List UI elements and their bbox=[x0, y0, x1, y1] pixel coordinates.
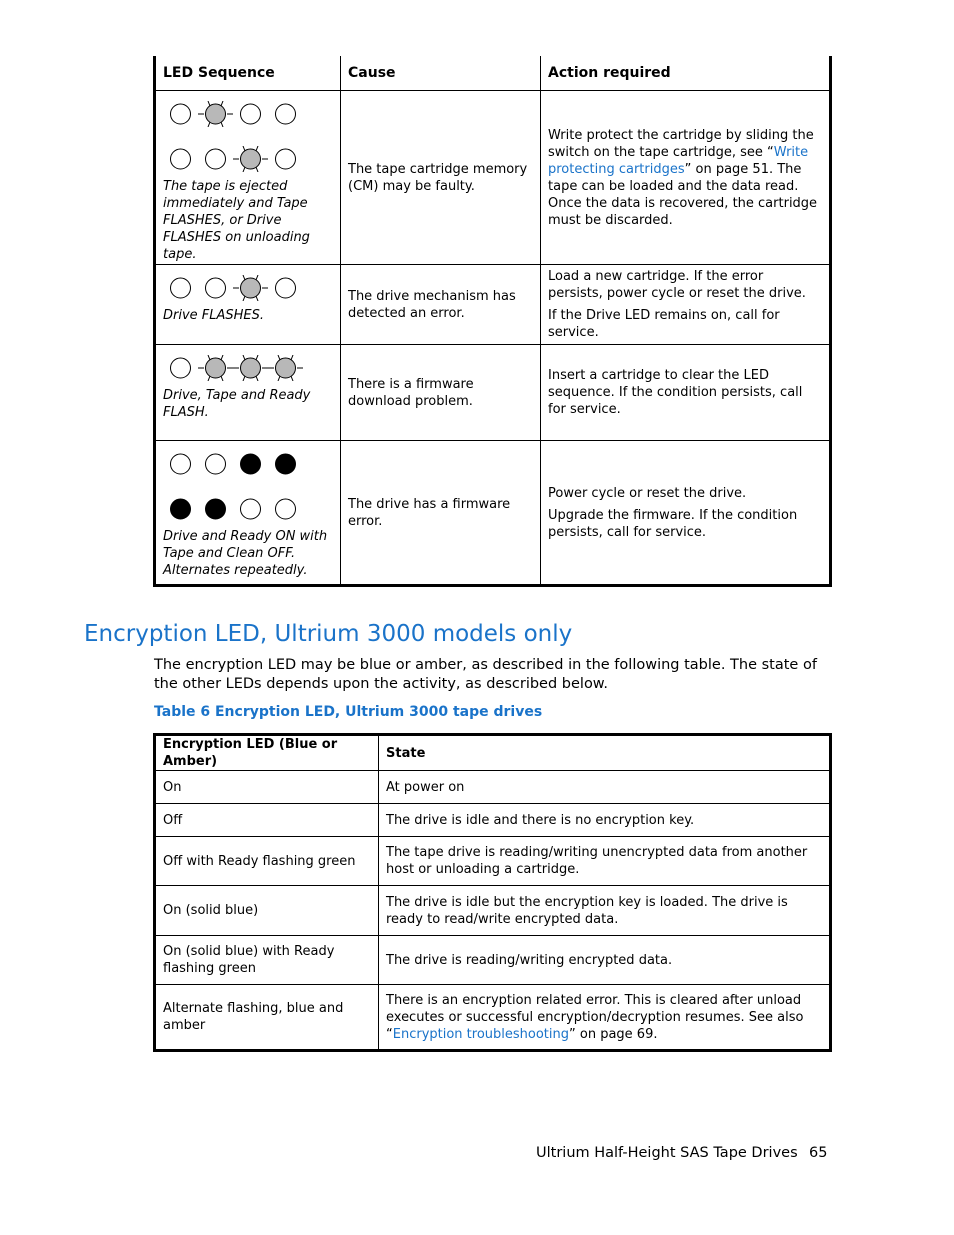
led-flashing-icon bbox=[233, 146, 268, 172]
led-sequence-cell bbox=[155, 345, 341, 441]
led-off-icon bbox=[163, 355, 198, 381]
led-on-icon bbox=[233, 451, 268, 477]
led-sequence-cell bbox=[155, 441, 341, 586]
state-cell bbox=[379, 985, 831, 1051]
led-flashing-icon bbox=[198, 101, 233, 127]
led-pattern-row bbox=[163, 355, 333, 381]
led-sequence-caption: Drive, Tape and Ready FLASH. bbox=[163, 388, 311, 420]
led-sequence-caption: The tape is ejected immediately and Tape FLASHES, or Drive FLASHES on unloading tape. bbox=[163, 179, 310, 262]
encryption-led-cell: Off with Ready flashing green bbox=[155, 837, 379, 886]
header-cause: Cause bbox=[341, 56, 541, 91]
cause-cell: There is a firmware download problem. bbox=[341, 345, 541, 441]
led-on-icon bbox=[198, 496, 233, 522]
state-cell: The drive is reading/writing encrypted data. bbox=[379, 936, 831, 985]
header-led-sequence: LED Sequence bbox=[155, 56, 341, 91]
cause-cell: The tape cartridge memory (CM) may be faulty. bbox=[341, 91, 541, 265]
header-encryption-led: Encryption LED (Blue or Amber) bbox=[155, 735, 379, 771]
led-flashing-icon bbox=[233, 355, 268, 381]
encryption-led-cell: Alternate flashing, blue and amber bbox=[155, 985, 379, 1051]
led-sequence-caption: Drive and Ready ON with Tape and Clean OFF. Alternates repeatedly. bbox=[163, 529, 328, 578]
led-sequence-caption: Drive FLASHES. bbox=[163, 308, 265, 323]
action-text: Power cycle or reset the drive. bbox=[548, 485, 747, 501]
led-pattern-row bbox=[163, 275, 333, 301]
table-row bbox=[155, 804, 831, 837]
led-pattern-row bbox=[163, 451, 333, 477]
state-cell: The drive is idle but the encryption key is loaded. The drive is ready to read/write encrypted data. bbox=[379, 886, 831, 936]
action-text: If the Drive LED remains on, call for service. bbox=[548, 308, 780, 340]
cause-cell: The drive mechanism has detected an error. bbox=[341, 265, 541, 345]
state-text: ” on page 69. bbox=[569, 1026, 658, 1042]
section-heading: Encryption LED, Ultrium 3000 models only bbox=[84, 621, 573, 647]
led-off-icon bbox=[163, 451, 198, 477]
led-pattern-row bbox=[163, 101, 333, 127]
action-text: Write protect the cartridge by sliding the switch on the tape cartridge, see “ bbox=[548, 127, 814, 160]
table-row bbox=[155, 985, 831, 1051]
state-text: There is an encryption related error. This is cleared after unload executes or successful encryption/decryption resumes. See also “ bbox=[386, 992, 804, 1042]
encryption-troubleshooting-link[interactable]: Encryption troubleshooting bbox=[392, 1026, 570, 1042]
led-off-icon bbox=[268, 101, 303, 127]
action-cell bbox=[541, 345, 831, 441]
led-sequence-table bbox=[153, 56, 832, 587]
led-off-icon bbox=[198, 451, 233, 477]
led-off-icon bbox=[163, 101, 198, 127]
cause-cell: The drive has a firmware error. bbox=[341, 441, 541, 586]
intro-paragraph: The encryption LED may be blue or amber, as described in the following table. The state of the other LEDs depends upon the activity, as described below. bbox=[154, 657, 817, 692]
encryption-led-cell: Off bbox=[155, 804, 379, 837]
state-cell: The drive is idle and there is no encryption key. bbox=[379, 804, 831, 837]
led-off-icon bbox=[233, 101, 268, 127]
action-text: Load a new cartridge. If the error persists, power cycle or reset the drive. bbox=[548, 269, 806, 301]
enc-table-header-row bbox=[155, 735, 831, 771]
led-flashing-icon bbox=[233, 275, 268, 301]
action-cell bbox=[541, 441, 831, 586]
header-action-required: Action required bbox=[541, 56, 831, 91]
led-off-icon bbox=[163, 146, 198, 172]
write-protecting-cartridges-link[interactable]: Write protecting cartridges bbox=[548, 144, 809, 177]
led-off-icon bbox=[198, 146, 233, 172]
encryption-led-cell: On bbox=[155, 771, 379, 804]
header-state: State bbox=[379, 735, 831, 771]
encryption-led-table bbox=[153, 733, 832, 1052]
led-off-icon bbox=[163, 275, 198, 301]
led-off-icon bbox=[233, 496, 268, 522]
table-caption: Table 6 Encryption LED, Ultrium 3000 tape drives bbox=[154, 704, 543, 720]
state-cell: The tape drive is reading/writing unencrypted data from another host or unloading a cartridge. bbox=[379, 837, 831, 886]
led-table-row bbox=[155, 345, 831, 441]
table-row bbox=[155, 886, 831, 936]
led-table-header-row bbox=[155, 56, 831, 91]
state-cell: At power on bbox=[379, 771, 831, 804]
led-off-icon bbox=[268, 146, 303, 172]
led-off-icon bbox=[268, 496, 303, 522]
led-sequence-cell bbox=[155, 91, 341, 265]
table-row bbox=[155, 771, 831, 804]
led-pattern-row bbox=[163, 146, 333, 172]
encryption-led-cell: On (solid blue) bbox=[155, 886, 379, 936]
action-cell bbox=[541, 265, 831, 345]
led-pattern-row bbox=[163, 496, 333, 522]
led-on-icon bbox=[163, 496, 198, 522]
led-table-row bbox=[155, 441, 831, 586]
table-row bbox=[155, 837, 831, 886]
led-table-row bbox=[155, 91, 831, 265]
action-text: Upgrade the firmware. If the condition persists, call for service. bbox=[548, 507, 798, 540]
footer-title: Ultrium Half-Height SAS Tape Drives bbox=[536, 1145, 798, 1161]
action-text: Insert a cartridge to clear the LED sequence. If the condition persists, call for service. bbox=[548, 368, 803, 417]
led-flashing-icon bbox=[198, 355, 233, 381]
action-cell bbox=[541, 91, 831, 265]
led-sequence-cell bbox=[155, 265, 341, 345]
led-table-row bbox=[155, 265, 831, 345]
led-off-icon bbox=[268, 275, 303, 301]
led-on-icon bbox=[268, 451, 303, 477]
page-number: 65 bbox=[809, 1145, 828, 1161]
encryption-led-cell: On (solid blue) with Ready flashing green bbox=[155, 936, 379, 985]
led-off-icon bbox=[198, 275, 233, 301]
table-row bbox=[155, 936, 831, 985]
action-text: ” on page 51. The tape can be loaded and the data read. Once the data is recovered, the cartridge must be discarded. bbox=[548, 161, 818, 228]
led-flashing-icon bbox=[268, 355, 303, 381]
